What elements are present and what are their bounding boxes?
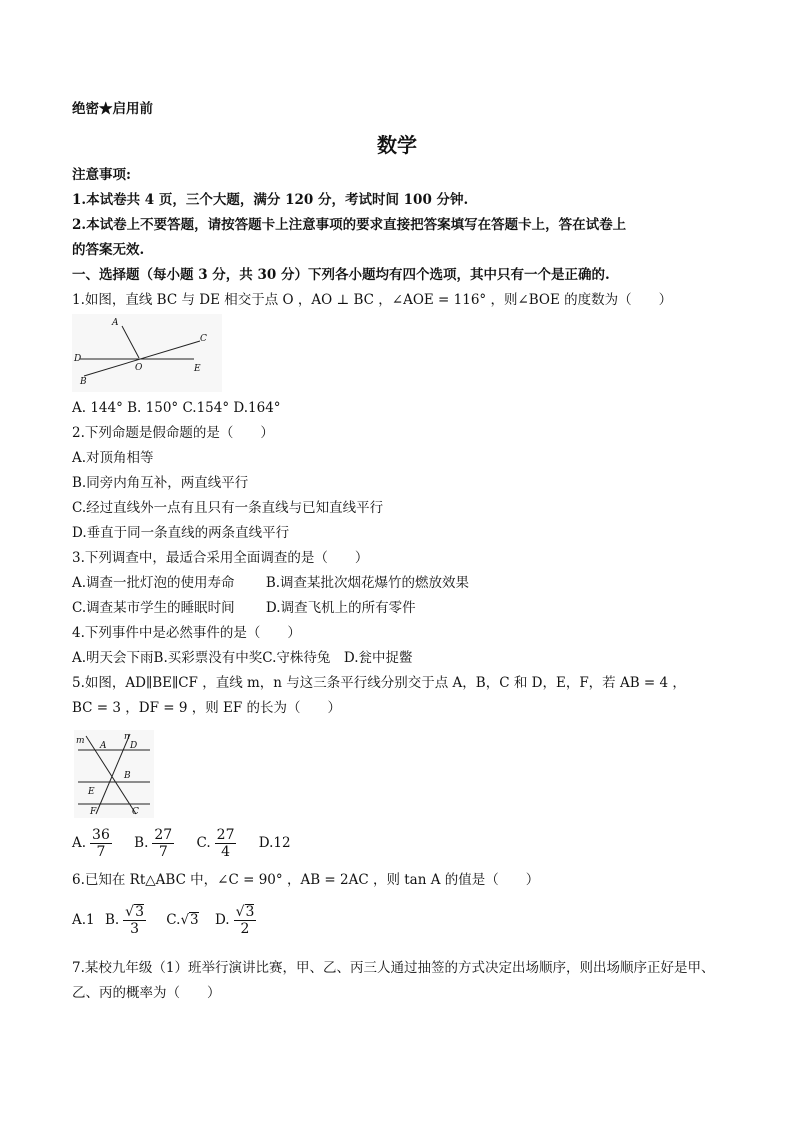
q6-option-c-radicand: 3 xyxy=(190,912,199,928)
q1-label-d: D xyxy=(74,354,82,364)
q5-label-d: D xyxy=(130,741,138,751)
q1-label-o: O xyxy=(135,363,143,373)
q6-option-b-fraction xyxy=(123,904,146,937)
q6-option-b-radicand: 3 xyxy=(135,904,144,920)
q7-stem-line-2: 乙、丙的概率为（ ） xyxy=(72,985,221,1001)
q5-option-b-denominator: 7 xyxy=(158,844,168,860)
q6-option-d-numerator: √3 xyxy=(235,904,255,920)
q5-option-a-fraction xyxy=(90,827,112,860)
q6-option-d-denominator: 2 xyxy=(240,921,250,937)
q6-option-c-label: C. xyxy=(166,912,181,928)
q5-option-b-label: B. xyxy=(134,835,149,851)
q6-option-b-numerator: √3 xyxy=(125,904,144,920)
q5-option-c-label: C. xyxy=(196,835,211,851)
q6-option-c-value: √3 xyxy=(180,912,199,928)
q3-options-ab: A.调查一批灯泡的使用寿命 B.调查某批次烟花爆竹的燃放效果 xyxy=(72,575,470,591)
q2-option-c: C.经过直线外一点有且只有一条直线与已知直线平行 xyxy=(72,500,384,516)
section-1-heading: 一、选择题（每小题 3 分，共 30 分）下列各小题均有四个选项，其中只有一个是正确的. xyxy=(72,267,610,283)
q1-label-e: E xyxy=(194,364,201,374)
q6-option-a: A.1 xyxy=(72,912,95,928)
q4-options: A.明天会下雨B.买彩票没有中奖C.守株待兔 D.瓮中捉鳖 xyxy=(72,650,413,666)
q5-option-a-denominator: 7 xyxy=(96,844,106,860)
q1-label-c: C xyxy=(200,334,207,344)
note-2-line-1: 2.本试卷上不要答题，请按答题卡上注意事项的要求直接把答案填写在答题卡上，答在试卷上 xyxy=(72,217,627,233)
q5-options xyxy=(72,826,291,860)
q5-label-m: m xyxy=(76,736,85,746)
q5-option-b-fraction xyxy=(152,827,174,860)
q2-option-a: A.对顶角相等 xyxy=(72,450,154,466)
q4-stem: 4.下列事件中是必然事件的是（ ） xyxy=(72,625,301,641)
q5-option-b-numerator: 27 xyxy=(154,827,173,843)
q6-stem: 6.已知在 Rt△ABC 中，∠C = 90° ，AB = 2AC ，则 tan A 的值是（ ） xyxy=(72,872,540,888)
q5-option-d: D.12 xyxy=(258,835,291,851)
q5-stem-line-1: 5.如图，AD∥BE∥CF ，直线 m，n 与这三条平行线分别交于点 A，B，C 和 D，E，F，若 AB = 4 ， xyxy=(72,675,686,691)
q1-stem: 1.如图，直线 BC 与 DE 相交于点 O ，AO ⊥ BC ，∠AOE = 116° ，则∠BOE 的度数为（ ） xyxy=(72,292,673,308)
secret-label: 绝密★启用前 xyxy=(72,101,153,117)
q5-option-a-label: A. xyxy=(72,835,87,851)
q6-option-d-radicand: 3 xyxy=(245,904,255,920)
q5-option-c-numerator: 27 xyxy=(216,827,235,843)
q3-options-cd: C.调查某市学生的睡眠时间 D.调查飞机上的所有零件 xyxy=(72,600,416,616)
q2-stem: 2.下列命题是假命题的是（ ） xyxy=(72,425,274,441)
q5-stem-line-2: BC = 3 ，DF = 9 ，则 EF 的长为（ ） xyxy=(72,700,342,716)
q5-option-c-fraction xyxy=(215,827,237,860)
q5-label-b: B xyxy=(124,771,131,781)
q5-label-f: F xyxy=(90,807,97,817)
q5-figure-bg xyxy=(74,730,154,818)
q5-option-c-denominator: 4 xyxy=(221,844,231,860)
q5-label-n: n xyxy=(124,732,130,742)
q1-figure-bg xyxy=(72,314,222,392)
q6-option-b-denominator: 3 xyxy=(130,921,140,937)
q2-option-d: D.垂直于同一条直线的两条直线平行 xyxy=(72,525,290,541)
q5-figure xyxy=(74,730,154,818)
page-title: 数学 xyxy=(377,133,417,157)
note-1: 1.本试卷共 4 页，三个大题，满分 120 分，考试时间 100 分钟. xyxy=(72,192,469,208)
q5-label-a: A xyxy=(100,741,107,751)
note-2-line-2: 的答案无效. xyxy=(72,242,145,258)
q1-figure xyxy=(72,314,222,392)
q1-label-b: B xyxy=(80,377,87,387)
q2-option-b: B.同旁内角互补，两直线平行 xyxy=(72,475,249,491)
q1-label-a: A xyxy=(112,318,119,328)
q1-options: A. 144° B. 150° C.154° D.164° xyxy=(72,400,281,416)
q6-options xyxy=(72,901,260,939)
q5-label-e: E xyxy=(88,787,95,797)
q3-stem: 3.下列调查中，最适合采用全面调查的是（ ） xyxy=(72,550,369,566)
q7-stem-line-1: 7.某校九年级（1）班举行演讲比赛，甲、乙、丙三人通过抽签的方式决定出场顺序，则出场顺序正好是甲、 xyxy=(72,960,715,976)
q5-label-c: C xyxy=(132,807,139,817)
q6-option-b-label: B. xyxy=(104,912,120,928)
q6-option-d-label: D. xyxy=(214,912,230,928)
notes-title: 注意事项: xyxy=(72,167,131,183)
q5-option-a-numerator: 36 xyxy=(92,827,110,843)
q6-option-d-fraction xyxy=(234,904,257,937)
